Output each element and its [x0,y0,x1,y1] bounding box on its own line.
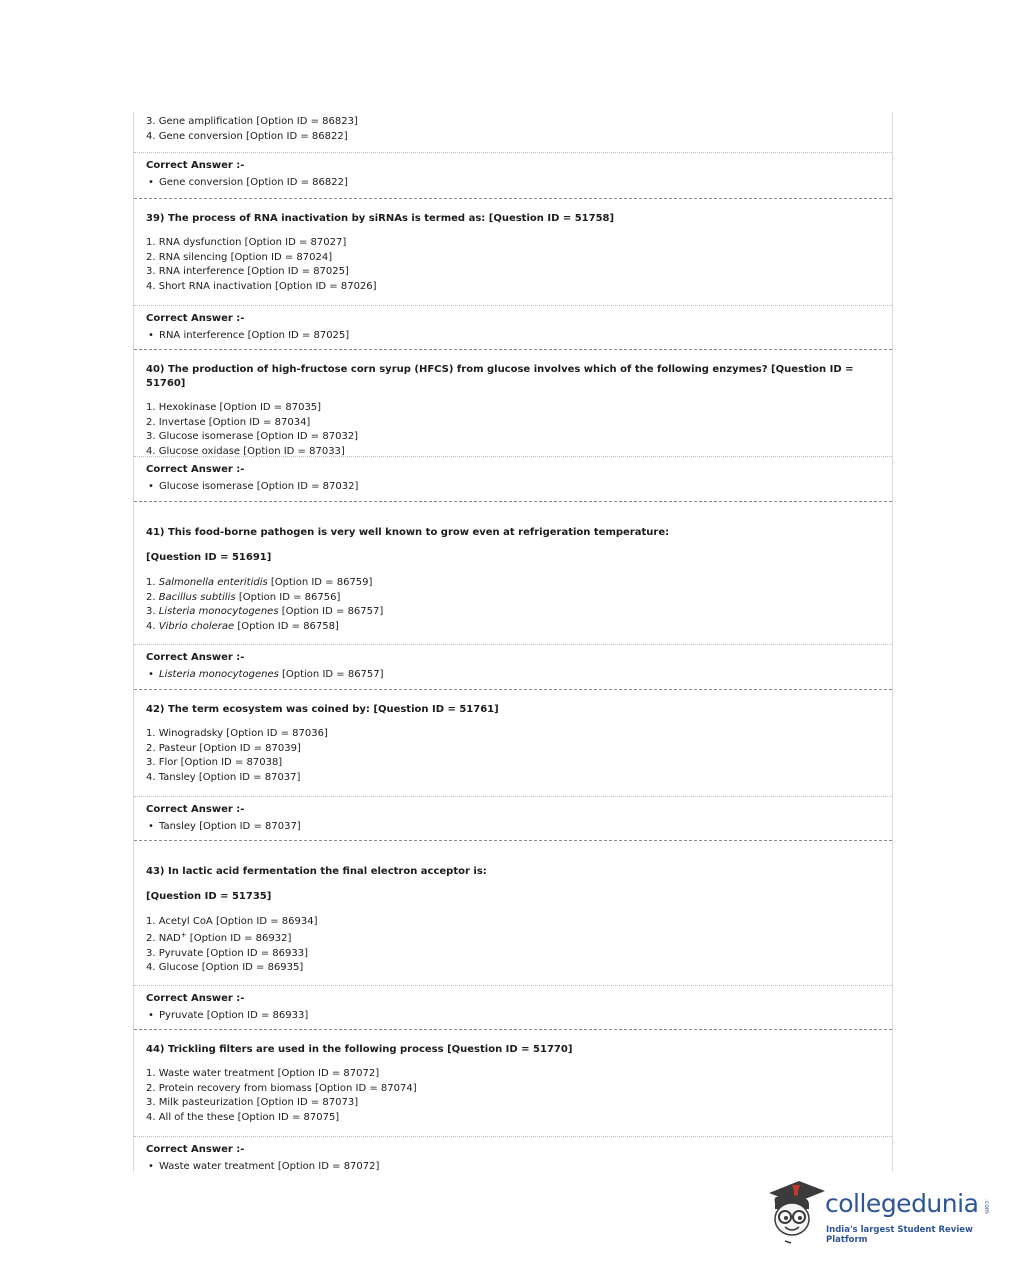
option: 1. Winogradsky [Option ID = 87036] [146,728,328,739]
option: 1. RNA dysfunction [Option ID = 87027] [146,237,347,248]
option: 4. Glucose [Option ID = 86935] [146,962,304,974]
option: 2. Pasteur [Option ID = 87039] [146,742,301,754]
question-text: 43) In lactic acid fermentation the final electron acceptor is: [146,866,487,877]
question-id: [Question ID = 51691] [146,552,272,563]
option: 3. Flor [Option ID = 87038] [146,757,283,769]
option: 1. Salmonella enteritidis [Option ID = 86759] [146,577,373,588]
correct-answer-heading: Correct Answer :- [146,160,245,171]
question-block-39 [134,199,892,350]
correct-answer: • Waste water treatment [Option ID = 87072] [146,1160,892,1174]
correct-answer-heading: Correct Answer :- [146,652,245,663]
correct-answer-heading: Correct Answer :- [146,1144,245,1155]
option: 2. NAD+ [Option ID = 86932] [146,930,292,944]
question-text: 40) The production of high-fructose corn syrup (HFCS) from glucose involves which of the following enzymes? [Question ID = 51760] [146,364,854,389]
option: 1. Waste water treatment [Option ID = 87072] [146,1068,380,1079]
logo-tld: .com [983,1199,990,1214]
option: 1. Hexokinase [Option ID = 87035] [146,402,322,413]
question-text: 44) Trickling filters are used in the following process [Question ID = 51770] [146,1044,573,1055]
option: 3. Gene amplification [Option ID = 86823] [146,116,358,127]
option: 3. Milk pasteurization [Option ID = 87073] [146,1097,359,1109]
question-id: [Question ID = 51735] [146,891,272,902]
collegedunia-logo[interactable] [765,1175,995,1250]
question-block-41 [134,502,892,690]
correct-answer: • Pyruvate [Option ID = 86933] [146,1009,892,1023]
option: 3. Pyruvate [Option ID = 86933] [146,947,308,959]
option: 3. RNA interference [Option ID = 87025] [146,266,349,278]
option: 2. Protein recovery from biomass [Option ID = 87074] [146,1082,417,1094]
question-block-42 [134,690,892,841]
correct-answer-heading: Correct Answer :- [146,804,245,815]
correct-answer-heading: Correct Answer :- [146,993,245,1004]
question-block-38 [134,112,892,199]
question-text: 42) The term ecosystem was coined by: [Question ID = 51761] [146,704,499,715]
question-text: 41) This food-borne pathogen is very well known to grow even at refrigeration temperature: [146,527,670,538]
option: 2. RNA silencing [Option ID = 87024] [146,251,333,263]
option: 4. All of the these [Option ID = 87075] [146,1111,340,1123]
correct-answer-heading: Correct Answer :- [146,313,245,324]
question-block-43 [134,841,892,1030]
option: 3. Listeria monocytogenes [Option ID = 86757] [146,606,384,618]
option: 4. Vibrio cholerae [Option ID = 86758] [146,620,339,632]
logo-wordmark: collegedunia [825,1189,979,1218]
correct-answer: • RNA interference [Option ID = 87025] [146,329,892,343]
option: 1. Acetyl CoA [Option ID = 86934] [146,916,318,927]
option: 2. Invertase [Option ID = 87034] [146,416,311,428]
correct-answer: • Glucose isomerase [Option ID = 87032] [146,480,892,494]
option: 4. Gene conversion [Option ID = 86822] [146,130,348,142]
question-block-40 [134,350,892,502]
correct-answer: • Listeria monocytogenes [Option ID = 86757] [146,668,892,682]
mascot-icon [765,1175,827,1247]
correct-answer: • Tansley [Option ID = 87037] [146,820,892,834]
question-paper-sheet [133,112,893,1172]
question-block-44 [134,1030,892,1175]
logo-tagline: India's largest Student Review Platform [826,1225,973,1245]
correct-answer: • Gene conversion [Option ID = 86822] [146,176,892,190]
option: 4. Glucose oxidase [Option ID = 87033] [146,445,345,457]
option: 2. Bacillus subtilis [Option ID = 86756] [146,591,341,603]
correct-answer-heading: Correct Answer :- [146,464,245,475]
question-text: 39) The process of RNA inactivation by siRNAs is termed as: [Question ID = 51758] [146,213,615,224]
option: 4. Short RNA inactivation [Option ID = 87026] [146,280,377,292]
option: 4. Tansley [Option ID = 87037] [146,771,301,783]
option: 3. Glucose isomerase [Option ID = 87032] [146,431,359,443]
